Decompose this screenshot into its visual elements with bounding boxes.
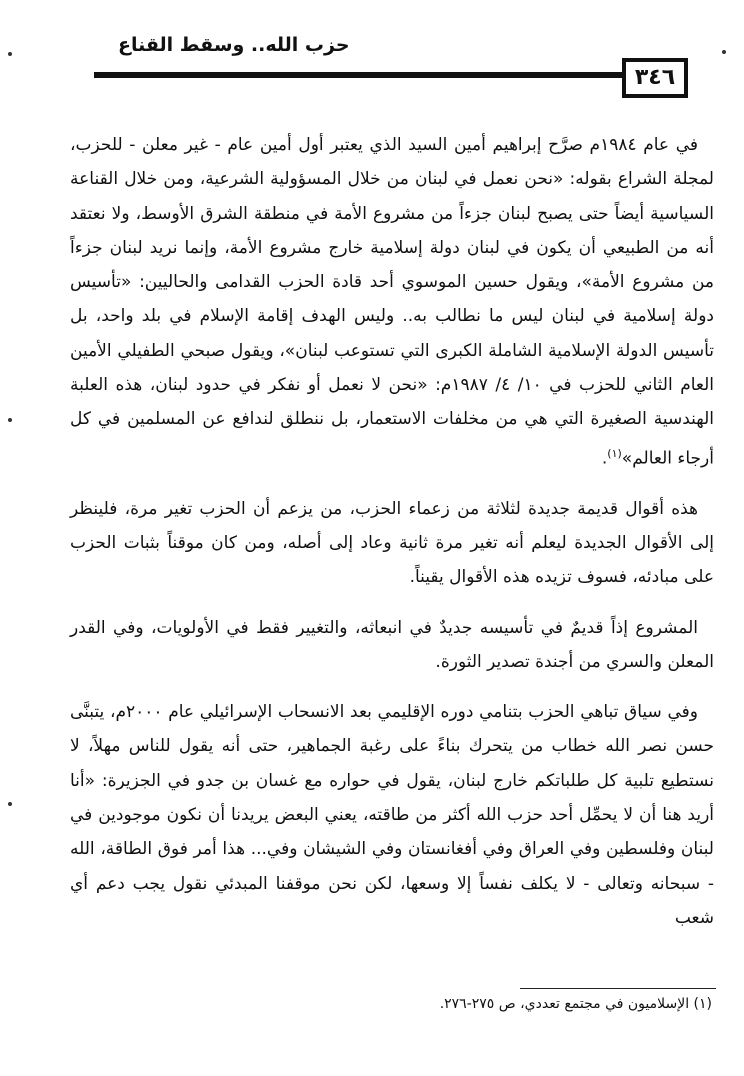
margin-dot	[8, 418, 12, 422]
footnote-rule	[520, 988, 716, 989]
paragraph: المشروع إذاً قديمٌ في تأسيسه جديدٌ في انبعاثه، والتغيير فقط في الأولويات، وفي القدر المعلن والسري من أجندة تصدير الثورة.	[70, 617, 714, 672]
footnote-marker: (١)	[607, 446, 622, 460]
page-number: ٣٤٦	[622, 58, 688, 98]
margin-dot	[8, 802, 12, 806]
body-text	[70, 128, 714, 951]
paragraph: هذه أقوال قديمة جديدة لثلاثة من زعماء الحزب، من يزعم أن الحزب تغير مرة، فلينظر إلى الأقوال الجديدة ليعلم أنه تغير مرة ثانية وعاد إلى أصله، ومن كان موقناً بثبات الحزب على مبادئه، فسوف تزيده هذه الأقوال يقيناً.	[70, 498, 714, 588]
paragraph: وفي سياق تباهي الحزب بتنامي دوره الإقليمي بعد الانسحاب الإسرائيلي عام ٢٠٠٠م، يتبنَّى حسن نصر الله خطاب من يتحرك بناءً على رغبة الجماهير، حتى أنه يقول للناس مهلاً، لا نستطيع تلبية كل طلباتكم خارج لبنان، يقول في حواره مع غسان بن جدو في الجزيرة: «أنا أريد هنا أن لا يحمِّل أحد حزب الله أكثر من طاقته، يعني البعض يريدنا أن نكون موجودين في لبنان وفلسطين وفي العراق وفي أفغانستان وفي الشيشان وفي... هذا أمر فوق الطاقة، الله - سبحانه وتعالى - لا يكلف نفساً إلا وسعها، لكن نحن موقفنا المبدئي نقول يجب دعم أي شعب	[70, 702, 714, 928]
margin-dot	[8, 52, 12, 56]
header-rule	[94, 72, 626, 78]
footnote: (١) الإسلاميون في مجتمع تعددي، ص ٢٧٥-٢٧٦.	[439, 996, 712, 1012]
paragraph-text: في عام ١٩٨٤م صرَّح إبراهيم أمين السيد الذي يعتبر أول أمين عام - غير معلن - للحزب، لمجلة الشراع بقوله: «نحن نعمل في لبنان من خلال المسؤولية الشرعية، ومن خلال القناعة السياسية أيضاً حتى يصبح لبنان جزءاً من مشروع الأمة في منطقة الشرق الأوسط، ولا نعتقد أنه من الطبيعي أن يكون في لبنان دولة إسلامية خارج مشروع الأمة، وإنما نريد لبنان جزءاً من مشروع الأمة»، ويقول حسين الموسوي أحد قادة الحزب القدامى والحاليين: «تأسيس دولة إسلامية في لبنان ليس ما نطالب به.. وليس الهدف إقامة الإسلام في بلد واحد، بل تأسيس الدولة الإسلامية الشاملة الكبرى التي تستوعب لبنان»، ويقول صبحي الطفيلي الأمين العام الثاني للحزب في ١٠/ ٤/ ١٩٨٧م: «نحن لا نعمل أو نفكر في حدود لبنان، هذه العلبة الهندسية الصغيرة التي هي من مخلفات الاستعمار، بل ننطلق لندافع عن المسلمين في كل أرجاء العالم»	[70, 135, 715, 469]
margin-dot	[722, 50, 726, 54]
running-title: حزب الله.. وسقط القناع	[118, 34, 350, 56]
paragraph: في عام ١٩٨٤م صرَّح إبراهيم أمين السيد الذي يعتبر أول أمين عام - غير معلن - للحزب، لمجلة الشراع بقوله: «نحن نعمل في لبنان من خلال المسؤولية الشرعية، ومن خلال القناعة السياسية أيضاً حتى يصبح لبنان جزءاً من مشروع الأمة في منطقة الشرق الأوسط، ولا نعتقد أنه من الطبيعي أن يكون في لبنان دولة إسلامية خارج مشروع الأمة، وإنما نريد لبنان جزءاً من مشروع الأمة»، ويقول حسين الموسوي أحد قادة الحزب القدامى والحاليين: «تأسيس دولة إسلامية في لبنان ليس ما نطالب به.. وليس الهدف إقامة الإسلام في بلد واحد، بل تأسيس الدولة الإسلامية الشاملة الكبرى التي تستوعب لبنان»، ويقول صبحي الطفيلي الأمين العام الثاني للحزب في ١٠/ ٤/ ١٩٨٧م: «نحن لا نعمل أو نفكر في حدود لبنان، هذه العلبة الهندسية الصغيرة التي هي من مخلفات الاستعمار، بل ننطلق لندافع عن المسلمين في كل أرجاء العالم»$^{(١)}$.	[70, 135, 715, 469]
